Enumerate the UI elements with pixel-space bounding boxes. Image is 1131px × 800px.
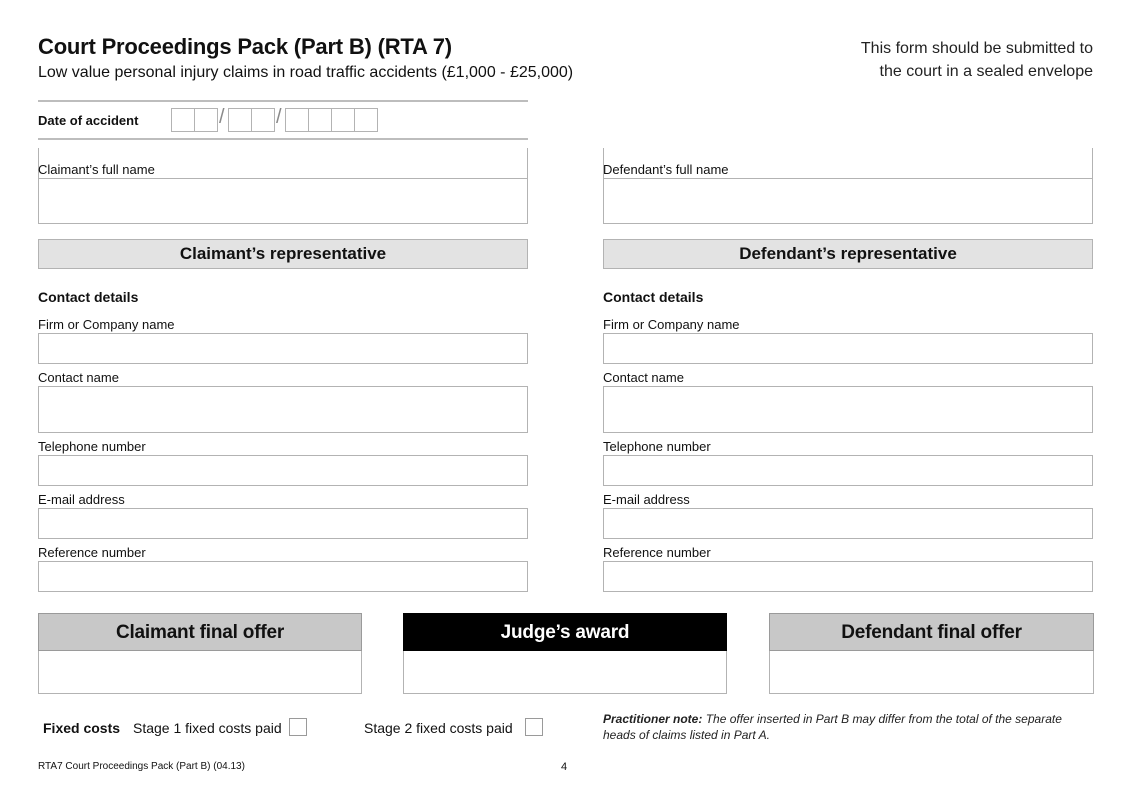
claimant-final-offer-heading: Claimant final offer	[38, 613, 362, 651]
date-month-divider	[251, 109, 252, 131]
claimant-name-label: Claimant’s full name	[38, 162, 155, 177]
stage1-costs-checkbox[interactable]	[289, 718, 307, 736]
notice-line-2: the court in a sealed envelope	[879, 63, 1093, 80]
divider-top	[38, 100, 528, 102]
claimant-phone-field[interactable]	[38, 455, 528, 486]
defendant-name-label: Defendant’s full name	[603, 162, 729, 177]
defendant-contact-name-label: Contact name	[603, 370, 684, 385]
stage1-costs-label: Stage 1 fixed costs paid	[133, 720, 282, 736]
date-day-divider	[194, 109, 195, 131]
practitioner-note	[603, 711, 1083, 743]
divider-date	[38, 138, 528, 140]
claimant-name-field[interactable]	[38, 178, 528, 224]
defendant-email-label: E-mail address	[603, 492, 690, 507]
defendant-final-offer-field[interactable]	[769, 651, 1094, 694]
claimant-representative-heading: Claimant’s representative	[38, 239, 528, 269]
date-of-accident-label: Date of accident	[38, 113, 139, 128]
claimant-email-field[interactable]	[38, 508, 528, 539]
defendant-representative-heading: Defendant’s representative	[603, 239, 1093, 269]
claimant-phone-label: Telephone number	[38, 439, 146, 454]
claimant-contact-name-field[interactable]	[38, 386, 528, 433]
defendant-name-field[interactable]	[603, 178, 1093, 224]
page-number: 4	[561, 761, 568, 773]
defendant-reference-field[interactable]	[603, 561, 1093, 592]
claimant-name-right-edge	[527, 148, 528, 178]
defendant-contact-heading: Contact details	[603, 289, 704, 305]
claimant-contact-heading: Contact details	[38, 289, 139, 305]
claimant-firm-field[interactable]	[38, 333, 528, 364]
stage2-costs-checkbox[interactable]	[525, 718, 543, 736]
practitioner-note-heading: Practitioner note:	[603, 712, 703, 726]
practitioner-note-text: The offer inserted in Part B may differ from the total of the separate heads of claims listed in Part A.	[603, 712, 1062, 742]
form-subtitle: Low value personal injury claims in road traffic accidents (£1,000 - £25,000)	[38, 64, 574, 81]
judges-award-field[interactable]	[403, 651, 727, 694]
date-year-divider-3	[354, 109, 355, 131]
notice-line-1: This form should be submitted to	[860, 40, 1093, 57]
judges-award-heading: Judge’s award	[403, 613, 727, 651]
defendant-final-offer-heading: Defendant final offer	[769, 613, 1094, 651]
form-code: RTA7 Court Proceedings Pack (Part B) (04.13)	[38, 761, 245, 772]
claimant-contact-name-label: Contact name	[38, 370, 119, 385]
claimant-reference-field[interactable]	[38, 561, 528, 592]
defendant-firm-label: Firm or Company name	[603, 317, 740, 332]
defendant-contact-name-field[interactable]	[603, 386, 1093, 433]
claimant-firm-label: Firm or Company name	[38, 317, 175, 332]
claimant-email-label: E-mail address	[38, 492, 125, 507]
date-separator-1: /	[219, 106, 225, 128]
form-title: Court Proceedings Pack (Part B) (RTA 7)	[38, 34, 452, 59]
defendant-email-field[interactable]	[603, 508, 1093, 539]
defendant-firm-field[interactable]	[603, 333, 1093, 364]
stage2-costs-label: Stage 2 fixed costs paid	[364, 720, 513, 736]
date-year-divider-1	[308, 109, 309, 131]
defendant-phone-label: Telephone number	[603, 439, 711, 454]
defendant-reference-label: Reference number	[603, 545, 711, 560]
claimant-reference-label: Reference number	[38, 545, 146, 560]
defendant-name-right-edge	[1092, 148, 1093, 178]
submission-notice	[861, 37, 1093, 83]
date-year-divider-2	[331, 109, 332, 131]
claimant-final-offer-field[interactable]	[38, 651, 362, 694]
date-separator-2: /	[276, 106, 282, 128]
defendant-phone-field[interactable]	[603, 455, 1093, 486]
fixed-costs-label: Fixed costs	[43, 720, 121, 736]
